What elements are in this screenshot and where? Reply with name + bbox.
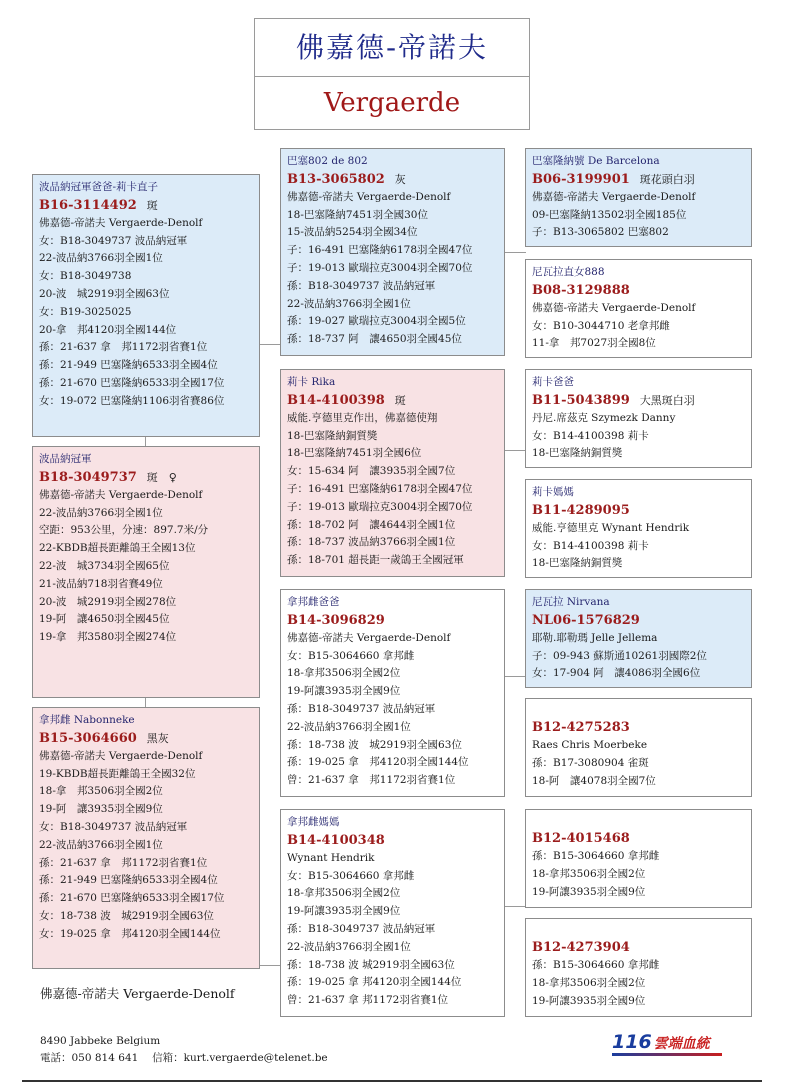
info-line: 佛嘉德-帝諾夫 Vergaerde-Denolf [39, 488, 203, 501]
pigeon-name: 莉卡 Rika [287, 376, 336, 388]
info-line: 11-拿 邦7027羽全國8位 [532, 337, 656, 350]
pedigree-card-subject [32, 707, 260, 969]
connector-line [145, 436, 146, 446]
pigeon-name: 巴塞802 de 802 [287, 155, 368, 167]
info-line: 19-阿讓3935羽全國9位 [532, 994, 646, 1007]
ring-number: B06-3199901 [532, 171, 630, 187]
info-line: Wynant Hendrik [287, 851, 375, 864]
info-line: 子：19-013 歐瑞拉克3004羽全國70位 [287, 261, 473, 274]
info-line: 09-巴塞隆納13502羽全國185位 [532, 208, 687, 221]
ring-number: B13-3065802 [287, 171, 385, 187]
info-line: 18-拿邦3506羽全國2位 [532, 867, 646, 880]
ring-number-row [287, 392, 499, 410]
pigeon-color: 斑 [146, 198, 158, 212]
pigeon-name: 巴塞隆納號 De Barcelona [532, 155, 660, 167]
info-line: 孫：18-701 超長距一歲鴿王全國冠軍 [287, 554, 464, 567]
pigeon-color: 斑 ♀ [146, 470, 177, 484]
pedigree-card-dam-dam [280, 809, 505, 1017]
ring-number: NL06-1576829 [532, 612, 640, 628]
pigeon-name: 波品納冠軍爸爸-莉卡直子 [39, 181, 159, 193]
info-line: 佛嘉德-帝諾夫 Vergaerde-Denolf [287, 631, 451, 644]
info-line: 22-波 城3734羽全國65位 [39, 559, 170, 572]
pigeon-name: 莉卡媽媽 [532, 486, 574, 498]
info-line: 子：16-491 巴塞隆納6178羽全國47位 [287, 482, 473, 495]
info-line: 18-拿 邦3506羽全國2位 [39, 785, 163, 798]
info-line: 女：B18-3049738 [39, 270, 132, 283]
info-line: 22-KBDB超長距離鴿王全國13位 [39, 542, 196, 555]
info-line: 15-波品納5254羽全國34位 [287, 226, 418, 239]
info-line: 20-波 城2919羽全國278位 [39, 595, 177, 608]
info-line: 曾：21-637 拿 邦1172羽省賽1位 [287, 774, 456, 787]
info-line: 19-阿讓3935羽全國9位 [287, 685, 401, 698]
info-line: 22-波品納3766羽全國1位 [287, 940, 411, 953]
pedigree-card-nirvana-daughter [525, 259, 752, 358]
info-line: 子：B13-3065802 巴塞802 [532, 226, 669, 239]
info-line: 孫：B17-3080904 雀斑 [532, 756, 649, 769]
info-line: 孫：21-637 拿 邦1172羽省賽1位 [39, 856, 208, 869]
ring-number-row [532, 612, 746, 630]
ring-number: B11-5043899 [532, 392, 630, 408]
info-line: 女：18-738 波 城2919羽全國63位 [39, 909, 214, 922]
ring-number-row [39, 469, 254, 487]
title-english: Vergaerde [323, 88, 461, 118]
info-line: 孫：21-949 巴塞隆納6533羽全國4位 [39, 359, 218, 372]
ring-number-row [532, 939, 746, 957]
pigeon-name: 拿邦雌媽媽 [287, 816, 340, 828]
ring-number-row [287, 171, 499, 189]
info-line: 女：B15-3064660 拿邦雌 [287, 649, 415, 662]
pigeon-name: 拿邦雌 Nabonneke [39, 714, 135, 726]
pedigree-card-champion [32, 446, 260, 698]
info-line: 孫：18-737 阿 讓4650羽全國45位 [287, 333, 462, 346]
info-line: 孫：B18-3049737 波品納冠軍 [287, 279, 436, 292]
info-line: 孫：18-737 波品納3766羽全國1位 [287, 536, 456, 549]
cloud-pedigree-logo [612, 1031, 732, 1055]
ring-number-row [532, 830, 746, 848]
ring-number-row [39, 197, 254, 215]
pigeon-color: 大黑斑白羽 [639, 393, 695, 407]
info-line: 22-波品納3766羽全國1位 [39, 838, 163, 851]
title-box [254, 18, 530, 130]
ring-number: B14-4100398 [287, 392, 385, 408]
info-line: 18-拿邦3506羽全國2位 [287, 887, 401, 900]
connector-line [504, 906, 526, 907]
logo-number: 116 [612, 1031, 652, 1053]
info-line: 孫：19-027 歐瑞拉克3004羽全國5位 [287, 315, 466, 328]
connector-line [259, 965, 281, 966]
info-line: 威能.亨德里克 Wynant Hendrik [532, 521, 690, 534]
info-line: 22-波品納3766羽全國1位 [287, 297, 411, 310]
logo-text: 雲端血統 [653, 1036, 710, 1052]
info-line: 曾：21-637 拿 邦1172羽省賽1位 [287, 994, 449, 1007]
pedigree-card-nirvana [525, 589, 752, 688]
info-line: 孫：18-738 波 城2919羽全國63位 [287, 958, 455, 971]
pedigree-card-sire-sire [32, 174, 260, 437]
connector-line [145, 697, 146, 707]
info-line: 孫：19-025 拿 邦4120羽全國144位 [287, 756, 469, 769]
info-line: 女：B10-3044710 老拿邦雌 [532, 319, 670, 332]
ring-number: B12-4015468 [532, 831, 630, 846]
info-line: 孫：21-949 巴塞隆納6533羽全國4位 [39, 874, 218, 887]
pigeon-name: 拿邦雌爸爸 [287, 596, 340, 608]
info-line: 21-波品納718羽省賽49位 [39, 577, 163, 590]
info-line: 佛嘉德-帝諾夫 Vergaerde-Denolf [39, 749, 203, 762]
info-line: 20-拿 邦4120羽全國144位 [39, 323, 177, 336]
info-line: 女：B19-3025025 [39, 305, 132, 318]
pigeon-color: 灰 [394, 172, 406, 186]
pedigree-card-bcn802 [280, 148, 505, 356]
breeder-name: 佛嘉德-帝諾夫 Vergaerde-Denolf [40, 986, 235, 1001]
footer-divider [22, 1080, 762, 1082]
info-line: 18-拿邦3506羽全國2位 [532, 976, 646, 989]
breeder-contact [40, 1033, 328, 1067]
info-line: 女：B18-3049737 波品納冠軍 [39, 820, 188, 833]
info-line: 18-巴塞隆納銅質獎 [287, 429, 378, 442]
pedigree-card-b12-4273904 [525, 918, 752, 1017]
info-line: 女：B14-4100398 莉卡 [532, 429, 649, 442]
info-line: 22-波品納3766羽全國1位 [39, 506, 163, 519]
info-line: 孫：B18-3049737 波品納冠軍 [287, 922, 436, 935]
info-line: 孫：21-637 拿 邦1172羽省賽1位 [39, 341, 208, 354]
pigeon-name: 莉卡爸爸 [532, 376, 574, 388]
ring-number-row [287, 612, 499, 630]
pedigree-card-rika [280, 369, 505, 577]
info-line: 丹尼.席茲克 Szymezk Danny [532, 411, 676, 424]
ring-number: B08-3129888 [532, 282, 630, 298]
connector-line [504, 252, 526, 253]
title-chinese: 佛嘉德-帝諾夫 [255, 19, 529, 77]
pigeon-color: 斑花頭白羽 [639, 172, 695, 186]
connector-line [259, 344, 281, 345]
info-line: 女：B15-3064660 拿邦雌 [287, 869, 415, 882]
ring-number: B12-4273904 [532, 940, 630, 955]
info-line: 18-巴塞隆納7451羽全國30位 [287, 208, 428, 221]
pedigree-card-dam-sire [280, 589, 505, 797]
ring-number-row [532, 171, 746, 189]
info-line: 19-阿讓3935羽全國9位 [287, 905, 401, 918]
info-line: 22-波品納3766羽全國1位 [287, 720, 411, 733]
info-line: 孫：21-670 巴塞隆納6533羽全國17位 [39, 376, 225, 389]
info-line: 孫：21-670 巴塞隆納6533羽全國17位 [39, 892, 225, 905]
ring-number: B18-3049737 [39, 469, 137, 485]
pedigree-card-b12-4275283 [525, 698, 752, 797]
info-line: 18-拿邦3506羽全國2位 [287, 667, 401, 680]
info-line: 19-KBDB超長距離鴿王全國32位 [39, 767, 196, 780]
logo-underline [612, 1053, 722, 1056]
info-line: 19-拿 邦3580羽全國274位 [39, 631, 177, 644]
pedigree-card-b12-4015468 [525, 809, 752, 908]
pedigree-card-rika-dad [525, 369, 752, 468]
ring-number-row [532, 719, 746, 737]
connector-line [504, 676, 526, 677]
info-line: 耶勒.耶勒瑪 Jelle Jellema [532, 631, 658, 644]
info-line: 18-巴塞隆納銅質獎 [532, 447, 623, 460]
ring-number: B14-4100348 [287, 832, 385, 848]
info-line: 女：15-634 阿 讓3935羽全國7位 [287, 465, 456, 478]
ring-number-row [287, 832, 499, 850]
pedigree-card-rika-mom [525, 479, 752, 578]
info-line: 孫：19-025 拿 邦4120羽全國144位 [287, 976, 462, 989]
address: 8490 Jabbeke Belgium [40, 1035, 161, 1047]
ring-number-row [532, 502, 746, 520]
info-line: 子：16-491 巴塞隆納6178羽全國47位 [287, 244, 473, 257]
info-line: 女：17-904 阿 讓4086羽全國6位 [532, 667, 701, 680]
info-line: 佛嘉德-帝諾夫 Vergaerde-Denolf [532, 301, 696, 314]
info-line: 18-巴塞隆納7451羽全國6位 [287, 447, 422, 460]
info-line: 女：B18-3049737 波品納冠軍 [39, 234, 188, 247]
phone-email: 電話：050 814 641 信箱：kurt.vergaerde@telenet.be [40, 1052, 328, 1064]
info-line: 子：09-943 蘇斯通10261羽國際2位 [532, 649, 707, 662]
ring-number-row [532, 392, 746, 410]
info-line: 子：19-013 歐瑞拉克3004羽全國70位 [287, 500, 473, 513]
info-line: 19-阿 讓3935羽全國9位 [39, 803, 163, 816]
info-line: 19-阿 讓4650羽全國45位 [39, 613, 170, 626]
info-line: 空距：953公里，分速：897.7米/分 [39, 524, 209, 537]
info-line: 18-巴塞隆納銅質獎 [532, 557, 623, 570]
info-line: 孫：18-738 波 城2919羽全國63位 [287, 738, 462, 751]
info-line: 20-波 城2919羽全國63位 [39, 287, 170, 300]
ring-number-row [532, 282, 746, 300]
pigeon-name: 波品納冠軍 [39, 453, 92, 465]
info-line: 佛嘉德-帝諾夫 Vergaerde-Denolf [532, 190, 696, 203]
pigeon-name: 尼瓦拉直女888 [532, 266, 605, 278]
info-line: 佛嘉德-帝諾夫 Vergaerde-Denolf [39, 216, 203, 229]
connector-line [504, 450, 526, 451]
ring-number: B16-3114492 [39, 197, 137, 213]
info-line: 孫：18-702 阿 讓4644羽全國1位 [287, 518, 456, 531]
info-line: 女：19-025 拿 邦4120羽全國144位 [39, 927, 221, 940]
info-line: 18-阿 讓4078羽全國7位 [532, 774, 656, 787]
info-line: 22-波品納3766羽全國1位 [39, 252, 163, 265]
pigeon-color: 斑 [394, 393, 406, 407]
ring-number: B14-3096829 [287, 612, 385, 628]
ring-number: B11-4289095 [532, 502, 630, 518]
ring-number-row [39, 730, 254, 748]
info-line: Raes Chris Moerbeke [532, 739, 648, 751]
info-line: 女：B14-4100398 莉卡 [532, 539, 649, 552]
info-line: 女：19-072 巴塞隆納1106羽省賽86位 [39, 394, 225, 407]
pedigree-card-barcelona [525, 148, 752, 247]
info-line: 佛嘉德-帝諾夫 Vergaerde-Denolf [287, 190, 451, 203]
info-line: 孫：B15-3064660 拿邦雌 [532, 959, 660, 971]
ring-number: B15-3064660 [39, 730, 137, 746]
info-line: 19-阿讓3935羽全國9位 [532, 885, 646, 898]
info-line: 孫：B18-3049737 波品納冠軍 [287, 702, 436, 715]
pigeon-color: 黑灰 [146, 731, 169, 745]
info-line: 威能.亨德里克作出，佛嘉德使翔 [287, 411, 438, 424]
ring-number: B12-4275283 [532, 720, 630, 735]
info-line: 孫：B15-3064660 拿邦雌 [532, 850, 660, 862]
pigeon-name: 尼瓦拉 Nirvana [532, 596, 610, 608]
